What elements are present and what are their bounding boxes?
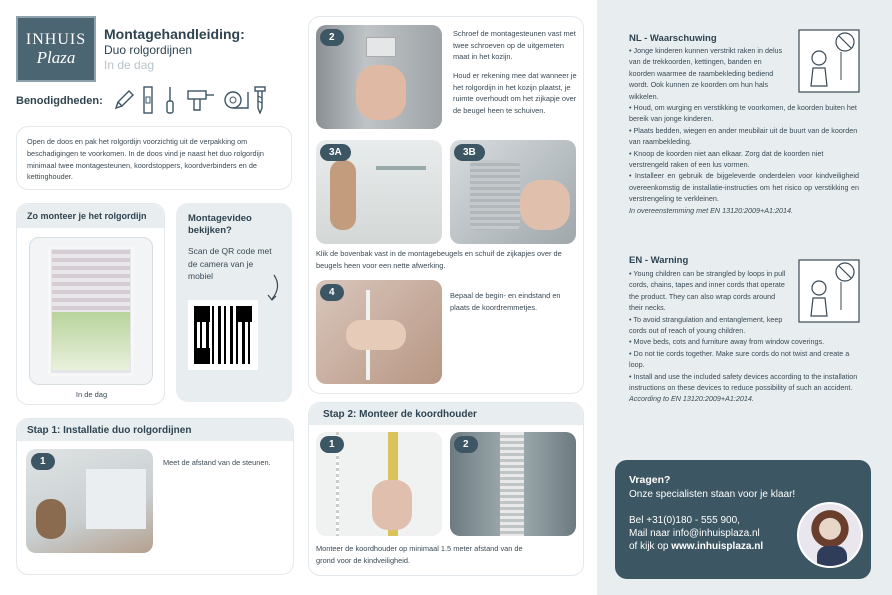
step2-text2: Houd er rekening mee dat wanneer je het rolgordijn in het kozijn plaatst, je ruimte overhoudt om het zijkapje over de beugel heen te schuiven.	[453, 71, 577, 115]
nl-item: • Knoop de koorden niet aan elkaar. Zorg dat de koorden niet verstrengeld raken of een lus vormen.	[629, 148, 824, 170]
en-norm: According to EN 13120:2009+A1:2014.	[629, 394, 754, 404]
step2-badge: 2	[320, 29, 344, 46]
en-warning-title: EN - Warning	[629, 255, 689, 266]
nl-norm: In overeenstemming met EN 13120:2009+A1:2014.	[629, 205, 794, 215]
specialist-avatar	[797, 502, 863, 568]
contact-title: Vragen?	[629, 474, 671, 486]
tape-measure-icon	[222, 88, 250, 112]
contact-box	[615, 460, 871, 579]
arrow-icon	[264, 273, 284, 308]
drill-icon	[186, 88, 216, 112]
video-text: Scan de QR code met de camera van je mobiel	[188, 246, 272, 281]
en-item: • Do not tie cords together. Make sure cords do not twist and create a loop.	[629, 348, 850, 370]
contact-subtitle: Onze specialisten staan voor je klaar!	[629, 489, 796, 500]
page-variant: In de dag	[104, 58, 155, 72]
pencil-icon	[112, 88, 136, 112]
stap2-badge2: 2	[454, 436, 478, 453]
step4-text: Bepaal de begin- en eindstand en plaats de koordremmetjes.	[450, 291, 561, 312]
step4-badge: 4	[320, 284, 344, 301]
how-to-caption: In de dag	[75, 390, 108, 399]
nl-warning-title: NL - Waarschuwing	[629, 33, 717, 44]
en-item: • To avoid strangulation and entanglement, keep cords out of reach of young children.	[629, 314, 783, 336]
stap1-badge: 1	[31, 453, 55, 470]
nl-item: • Plaats bedden, wiegen en ander meubilair uit de buurt van de koorden van raambekleding.	[629, 125, 858, 147]
nl-item: • Houd, om wurging en verstikking te voorkomen, de koorden buiten het bereik van jonge kinderen.	[629, 103, 857, 124]
brand-logo	[16, 16, 96, 82]
nl-warning-list	[629, 45, 859, 216]
en-item: • Move beds, cots and furniture away from window coverings.	[629, 337, 825, 347]
how-to-title: Zo monteer je het rolgordijn	[27, 211, 147, 221]
stap2-title: Stap 2: Monteer de koordhouder	[323, 409, 477, 420]
page-subtitle: Duo rolgordijnen	[104, 43, 193, 57]
contact-web-link[interactable]: www.inhuisplaza.nl	[671, 541, 764, 552]
step3b-badge: 3B	[454, 144, 485, 161]
en-item: • Young children can be strangled by loops in pull cords, chains, tapes and inner cords that operate the product. They can also wrap cords around their necks.	[629, 269, 786, 313]
step3a-badge: 3A	[320, 144, 351, 161]
stap1-text: Meet de afstand van de steunen.	[163, 458, 271, 467]
contact-phone[interactable]: Bel +31(0)180 - 555 900,	[629, 515, 740, 526]
stap2-text: Monteer de koordhouder op minimaal 1.5 meter afstand van de grond voor de kindveiligheid.	[316, 544, 523, 565]
page-title: Montagehandleiding:	[104, 26, 245, 42]
level-icon	[142, 86, 154, 114]
qr-code[interactable]	[188, 300, 258, 370]
how-to-card	[16, 203, 165, 405]
window-blind-image	[29, 237, 153, 385]
intro-card	[16, 126, 292, 190]
nl-item: • Installeer en gebruik de bijgeleverde onderdelen voor kindveiligheid overeenkomstig de installatie-instructies om het risico op verstikking en verstrengeling te verkleinen.	[629, 171, 859, 204]
tools-label: Benodigdheden:	[16, 95, 103, 107]
brand-line2: Plaza	[36, 47, 76, 67]
en-warning-list	[629, 268, 859, 405]
video-title: Montagevideo bekijken?	[188, 213, 252, 236]
screw-icon	[254, 86, 266, 114]
screwdriver-icon	[164, 86, 176, 114]
stap1-title: Stap 1: Installatie duo rolgordijnen	[27, 425, 192, 436]
nl-item: • Jonge kinderen kunnen verstrikt raken in delus van de trekkoorden, kettingen, banden en koorden waarmee de raambekleding bediend wordt. Ook kunnen ze koorden om hun hals wikkelen.	[629, 46, 783, 101]
step3-text: Klik de bovenbak vast in de montagebeugels en schuif de zijkapjes over de beugels heen voor een nette afwerking.	[316, 249, 562, 270]
intro-text: Open de doos en pak het rolgordijn voorzichtig uit de verpakking om beschadigingen te voorkomen. In de doos vind je naast het duo rolgordijn minimaal twee montagesteunen, koordstoppers, koordverbinders en de kettinghouder.	[27, 137, 264, 182]
contact-mail[interactable]: Mail naar info@inhuisplaza.nl	[629, 528, 760, 539]
step2-text1: Schroef de montagesteunen vast met twee schroeven op de uitgemeten maat in het kozijn.	[453, 29, 576, 61]
stap1-card	[16, 418, 294, 575]
en-item: • Install and use the included safety devices according to the installation instructions on these devices to reduce possibility of such an accident.	[629, 371, 858, 393]
video-card	[176, 203, 292, 402]
brand-line1: INHUIS	[25, 30, 87, 48]
contact-web-prefix: of kijk op	[629, 541, 672, 552]
stap2-badge1: 1	[320, 436, 344, 453]
how-to-title-bar	[17, 204, 164, 228]
